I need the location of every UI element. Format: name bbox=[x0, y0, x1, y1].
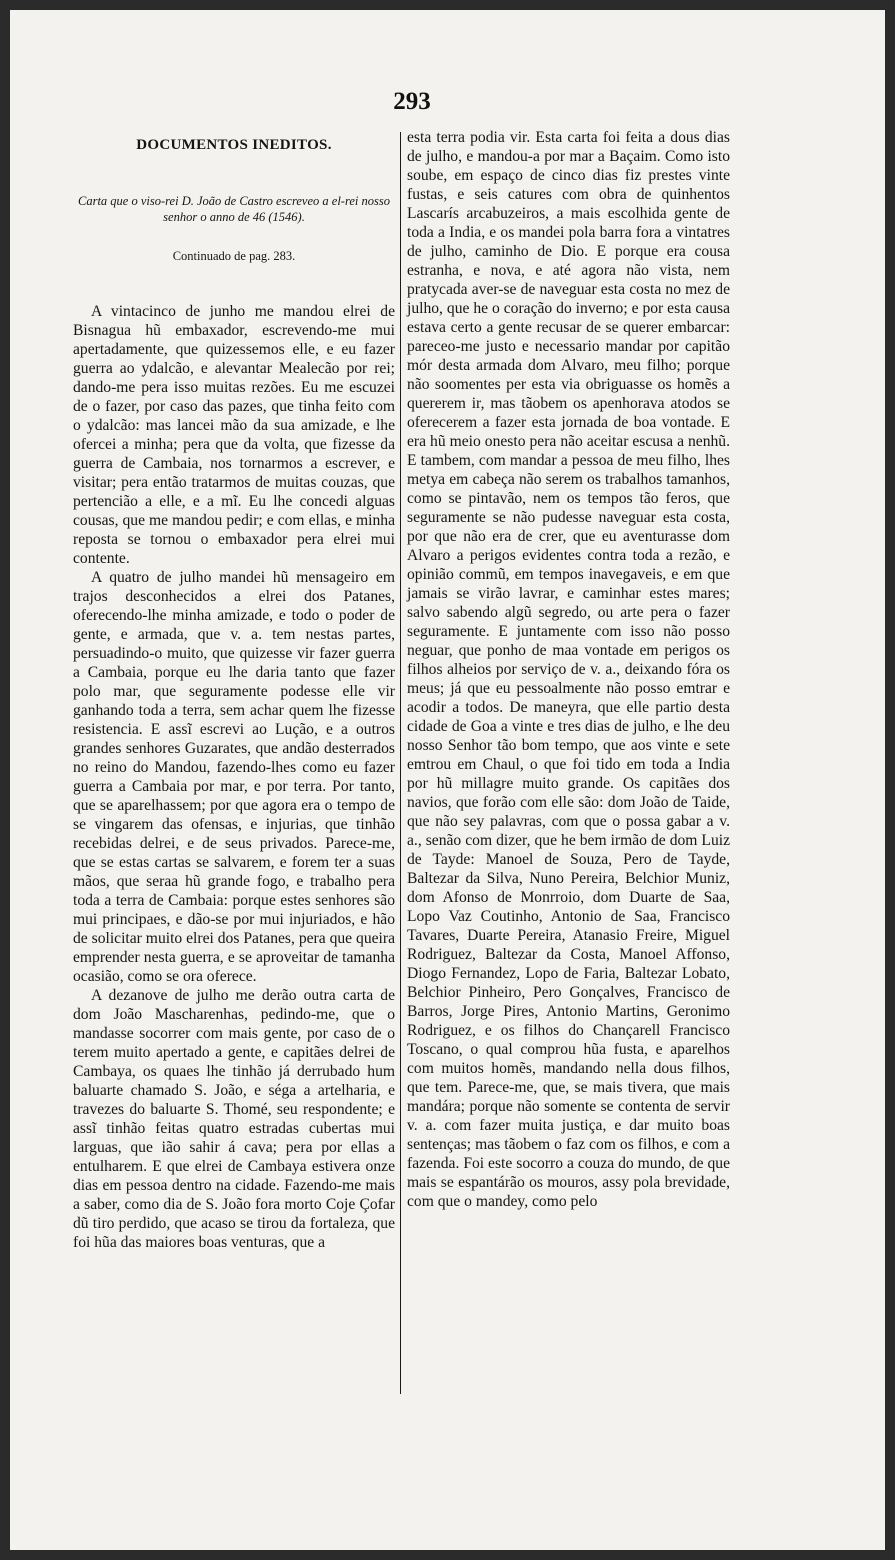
section-title: DOCUMENTOS INEDITOS. bbox=[136, 137, 332, 153]
page-number: 293 bbox=[393, 88, 431, 115]
paragraph: A dezanove de julho me derão outra carta de dom João Mascharenhas, pedindo-me, que o mandasse socorrer com mais gente, por caso de o terem muito apertado a gente, e capitães delrei de Cambaya, os quaes lhe tinhão já derrubado hum baluarte chamado S. João, e séga a artelharia, e travezes do baluarte S. Thomé, seu respondente; e assĩ tinhão feitas quatro estradas cubertas mui larguas, que ião sahir á cava; pera por ellas a entulharem. E que elrei de Cambaya estivera onze dias em pessoa dentro na cidade. Fazendo-me mais a saber, como dia de S. João fora morto Coje Çofar dũ tiro perdido, que acaso se tirou da fortaleza, que foi hũa das maiores boas venturas, que a bbox=[73, 987, 395, 1251]
left-column bbox=[73, 128, 395, 1252]
column-divider bbox=[400, 132, 401, 1394]
right-column bbox=[407, 128, 730, 1211]
continued-note: Continuado de pag. 283. bbox=[172, 249, 296, 263]
paragraph: esta terra podia vir. Esta carta foi feita a dous dias de julho, e mandou-a por mar a Baçaim. Como isto soube, em espaço de cinco dias fiz prestes vinte fustas, e seis catures com obra de quinhentos Lascarís arcabuzeiros, a mais escolhida gente de toda a India, e os mandei pola barra fora a vintatres de julho, caminho de Dio. E porque era cousa estranha, e nova, e até agora não vista, nem pratycada aver-se de naveguar esta costa no mez de julho, que he o coração do inverno; e por esta causa estava certo a gente recusar de se querer embarcar: pareceo-me justo e necessario mandar por capitão mór desta armada dom Alvaro, meu filho; porque não soomentes per esta via obriguasse os homẽs a quererem ir, mas tãobem os apenhorava atodos se oferecerem a fazer esta jornada de boa vontade. E era hũ meio onesto pera não aceitar escusa a nenhũ. E tambem, com mandar a pessoa de meu filho, lhes metya em cabeça não serem os trabalhos tamanhos, como se pintavão, nem os tempos tão feros, que seguramente se não pudesse naveguar esta costa, por que não era de crer, que eu aventurasse dom Alvaro a perigos evidentes contra toda a rezão, e opinião commũ, em tempos inavegaveis, e em que jamais se virão lavrar, e caminhar estes mares; salvo sabendo algũ segredo, ou arte pera o fazer seguramente. E juntamente com isso não posso neguar, que ponho de maa vontade em perigos os filhos alheios por serviço de v. a., deixando fóra os meus; já que eu pessoalmente não posso emtrar e acodir a todos. De maneyra, que elle partio desta cidade de Goa a vinte e tres dias de julho, e lhe deu nosso Senhor tão bom tempo, que aos vinte e sete emtrou em Chaul, o que foi tido em toda a India por hũ millagre muito grande. Os capitães dos navios, que forão com elle são: dom João de Taide, que não sey palavras, com que o possa gabar a v. a., senão com dizer, que he bem irmão de dom Luiz de Tayde: Manoel de Souza, Pero de Tayde, Baltezar da Silva, Nuno Pereira, Belchior Muniz, dom Afonso de Monrroio, dom Duarte de Saa, Lopo Vaz Coutinho, Antonio de Saa, Francisco Tavares, Duarte Pereira, Atanasio Freire, Miguel Rodriguez, Baltezar da Costa, Manoel Affonso, Diogo Fernandez, Lopo de Faria, Baltezar Lobato, Belchior Pinheiro, Pero Gonçalves, Francisco de Barros, Jorge Pires, Antonio Martins, Geronimo Rodriguez, e os filhos do Chançarell Francisco Toscano, o qual comprou hũa fusta, e aparelhos com muitos homẽs, mandando nella dous filhos, que tem. Parece-me, que, se mais tivera, que mais mandára; porque não somente se contenta de servir v. a. com fazer muita justiça, e dar muito boas sentenças; mas tãobem o faz com os filhos, e com a fazenda. Foi este socorro a couza do mundo, de que mais se espantárão os mouros, assy pola brevidade, com que o mandey, como pelo bbox=[407, 129, 730, 1210]
page bbox=[10, 10, 885, 1550]
paragraph: A quatro de julho mandei hũ mensageiro em trajos desconhecidos a elrei dos Patanes, oferecendo-lhe minha amizade, e todo o poder de gente, e armada, que v. a. tem nestas partes, persuadindo-o muito, que quizesse vir fazer guerra a Cambaia, porque eu lhe daria tanto que fazer polo mar, que seguramente podesse elle vir ganhando toda a terra, sem achar quem lhe fizesse resistencia. E assĩ escrevi ao Lução, e a outros grandes senhores Guzarates, que andão desterrados no reino do Mandou, fazendo-lhes como eu fazer guerra a Cambaia por mar, e por terra. Por tanto, que se aparelhassem; por que agora era o tempo de se vingarem das ofensas, e injurias, que tinhão recebidas delrei, e de seus privados. Parece-me, que se estas cartas se salvarem, e forem ter a suas mãos, que seraa hũ grande fogo, e trabalho pera toda a terra de Cambaia: porque estes senhores são mui principaes, e dão-se por mui injuriados, e hão de solicitar muito elrei dos Patanes, pera que queira emprender nesta guerra, e se aproveitar de tamanha ocasião, como se ora oferece. bbox=[73, 569, 395, 985]
paragraph: A vintacinco de junho me mandou elrei de Bisnagua hũ embaxador, escrevendo-me mui apertadamente, que quizessemos elle, e eu fazer guerra ao ydalcão, e alevantar Mealecão por rei; dando-me pera isso muitas rezões. Eu me escuzei de o fazer, por caso das pazes, que tinha feito com o ydalcão: mas lancei mão da sua amizade, e lhe ofercei a minha; pera que da volta, que fizesse da guerra de Cambaia, nos tornarmos a escrever, e visitar; pera então tratarmos de muitas couzas, que pertencião a elle, e a mĩ. Eu lhe concedi alguas cousas, que me mandou pedir; e com ellas, e minha reposta se tornou o embaxador pera elrei mui contente. bbox=[73, 303, 395, 567]
letter-subtitle: Carta que o viso-rei D. João de Castro escreveo a el-rei nosso senhor o anno de 46 (1546). bbox=[78, 194, 390, 224]
